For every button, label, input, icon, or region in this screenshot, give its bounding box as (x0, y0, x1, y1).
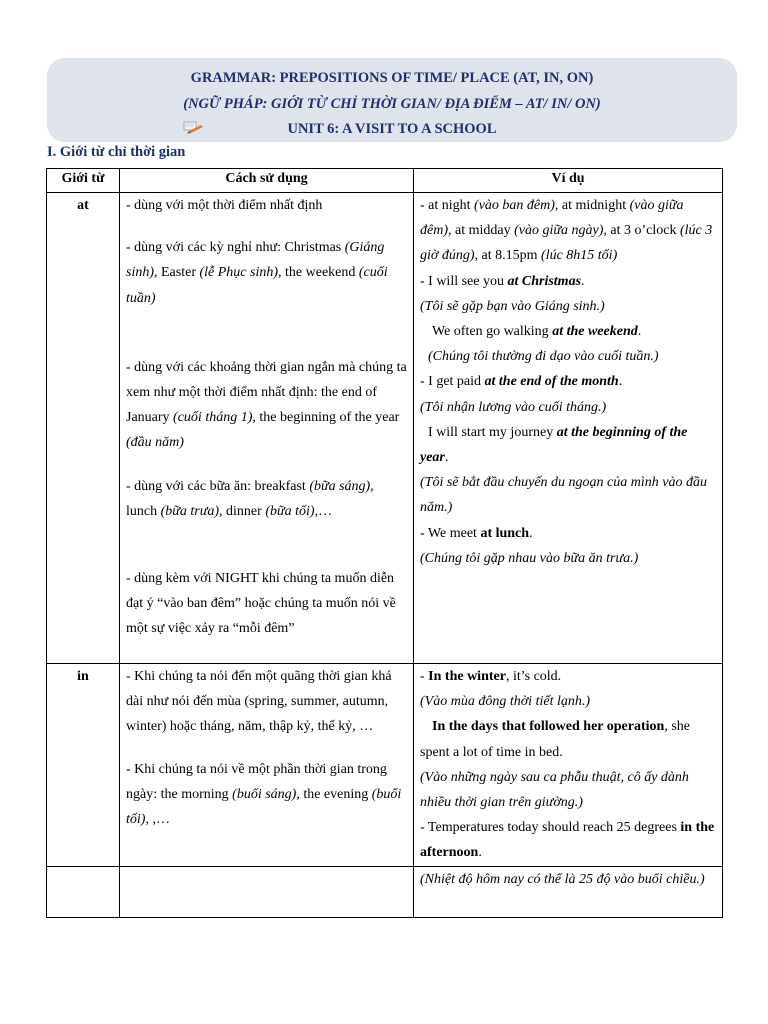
usage-line: - Khi chúng ta nói đến một quãng thời gian khá dài như nói đến mùa (spring, summer, autumn, winter) hoặc tháng, năm, thập kỷ, thế kỷ, … (126, 669, 392, 735)
example-line: - In the winter, it’s cold. (420, 669, 562, 684)
example-translation: (Tôi sẽ bắt đầu chuyến du ngoạn của mình vào đầu năm.) (420, 475, 707, 516)
example-line: - Temperatures today should reach 25 degrees in the afternoon. (420, 820, 715, 861)
empty-cell (120, 866, 414, 917)
preposition-in: in (47, 664, 120, 867)
examples-at (414, 193, 723, 664)
example-translation: (Vào mùa đông thời tiết lạnh.) (420, 694, 591, 710)
examples-continuation (414, 866, 723, 917)
usage-line: - dùng kèm với NIGHT khi chúng ta muốn diễn đạt ý “vào ban đêm” hoặc chúng ta muốn nói về một sự việc xảy ra “mỗi đêm” (126, 571, 396, 637)
header-banner (47, 58, 737, 142)
example-line: In the days that followed her operation, she spent a lot of time in bed. (420, 719, 690, 760)
usage-line: - dùng với các kỳ nghỉ như: Christmas (Giáng sinh), Easter (lễ Phục sinh), the weekend (cuối tuần) (126, 240, 388, 306)
usage-line: - Khi chúng ta nói về một phần thời gian trong ngày: the morning (buổi sáng), the evening (buổi tối), ,… (126, 761, 402, 828)
table-row-in (47, 664, 723, 867)
example-line: - I get paid at the end of the month. (420, 374, 623, 390)
example-line: - at night (vào ban đêm), at midnight (vào giữa đêm), at midday (vào giữa ngày), at 3 o’clock (lúc 3 giờ đúng), at 8.15pm (lúc 8h15 tối) (420, 198, 713, 264)
column-header-usage: Cách sử dụng (120, 169, 414, 193)
preposition-at: at (47, 193, 120, 664)
example-translation: (Chúng tôi thường đi dạo vào cuối tuần.) (428, 349, 659, 365)
example-translation: (Chúng tôi gặp nhau vào bữa ăn trưa.) (420, 550, 639, 566)
example-line: We often go walking at the weekend. (432, 324, 642, 340)
unit-title: UNIT 6: A VISIT TO A SCHOOL (287, 121, 497, 137)
table-row-continuation (47, 866, 723, 917)
table-row-at (47, 193, 723, 664)
example-line: I will start my journey at the beginning of the year. (420, 424, 688, 466)
usage-line: - dùng với một thời điểm nhất định (126, 198, 323, 213)
section-title: I. Giới từ chỉ thời gian (47, 144, 186, 160)
example-translation: (Tôi sẽ gặp bạn vào Giáng sinh.) (420, 298, 605, 314)
column-header-preposition: Giới từ (47, 169, 120, 193)
table-header-row (47, 169, 723, 193)
column-header-example: Ví dụ (414, 169, 723, 193)
grammar-table (46, 168, 723, 918)
example-line: - We meet at lunch. (420, 525, 533, 541)
page-title: GRAMMAR: PREPOSITIONS OF TIME/ PLACE (AT, IN, ON) (190, 70, 594, 86)
empty-cell (47, 866, 120, 917)
example-line: - I will see you at Christmas. (420, 273, 585, 289)
usage-at (120, 193, 414, 664)
usage-in (120, 664, 414, 867)
example-translation: (Tôi nhận lương vào cuối tháng.) (420, 399, 607, 415)
examples-in (414, 664, 723, 867)
usage-line: - dùng với các khoảng thời gian ngắn mà chúng ta xem như một thời điểm nhất định: the end of January (cuối tháng 1), the beginning of the year (đầu năm) (126, 359, 407, 451)
example-translation: (Nhiệt độ hôm nay có thể là 25 độ vào buổi chiều.) (420, 871, 705, 887)
example-translation: (Vào những ngày sau ca phẫu thuật, cô ấy dành nhiều thời gian trên giường.) (420, 769, 689, 811)
usage-line: - dùng với các bữa ăn: breakfast (bữa sáng), lunch (bữa trưa), dinner (bữa tối),… (126, 478, 374, 519)
page-subtitle: (NGỮ PHÁP: GIỚI TỪ CHỈ THỜI GIAN/ ĐỊA ĐIỂM – AT/ IN/ ON) (183, 96, 601, 112)
